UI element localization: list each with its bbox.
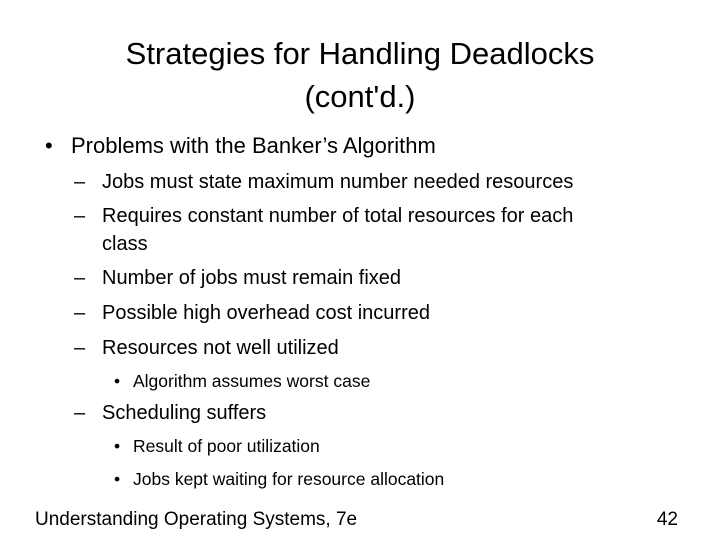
sub-bullet-2-continuation [102, 232, 148, 256]
dash-marker: – [74, 302, 86, 324]
dash-marker: – [74, 267, 86, 289]
main-bullet-text: Problems with the Banker’s Algorithm [71, 133, 436, 158]
slide-title-line-2: (cont'd.) [304, 79, 416, 114]
sub-bullet-text: class [102, 233, 148, 255]
sub-bullet-text: Jobs must state maximum number needed resources [102, 171, 574, 193]
footer-text: Understanding Operating Systems, 7e [35, 509, 358, 530]
sub-bullet-text: Possible high overhead cost incurred [102, 302, 430, 324]
bullet-marker: • [114, 371, 121, 391]
bullet-marker: • [114, 436, 121, 456]
sub-sub-bullet-text: Algorithm assumes worst case [133, 371, 371, 391]
dash-marker: – [74, 205, 86, 227]
sub-bullet-text: Resources not well utilized [102, 337, 339, 359]
sub-sub-bullet-text: Jobs kept waiting for resource allocation [133, 469, 445, 489]
sub-bullet-text: Scheduling suffers [102, 402, 267, 424]
page-number: 42 [656, 509, 678, 530]
sub-bullet-text: Number of jobs must remain fixed [102, 267, 402, 289]
sub-bullet-text: Requires constant number of total resources for each [102, 205, 574, 227]
sub-sub-bullet-text: Result of poor utilization [133, 436, 320, 456]
slide-title-line-1: Strategies for Handling Deadlocks [125, 36, 595, 71]
dash-marker: – [74, 402, 86, 424]
bullet-marker: • [114, 469, 121, 489]
bullet-marker: • [45, 133, 53, 158]
dash-marker: – [74, 171, 86, 193]
dash-marker: – [74, 337, 86, 359]
